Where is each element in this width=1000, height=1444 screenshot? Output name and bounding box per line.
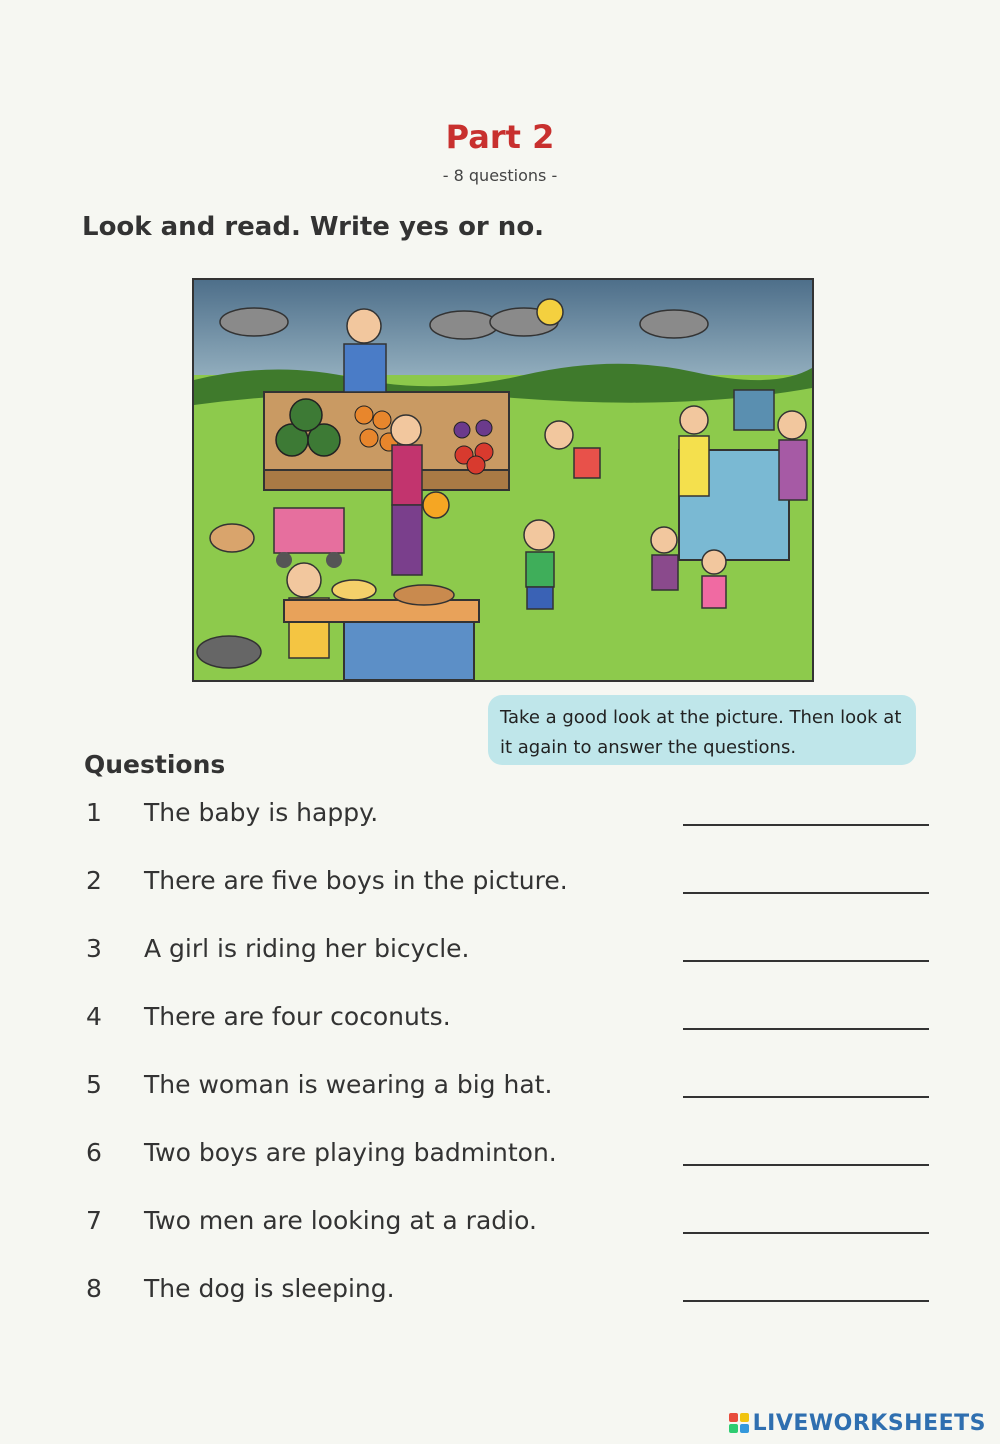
sun-icon: [537, 299, 563, 325]
question-row: [0, 1266, 1000, 1316]
market-scene-picture: [192, 278, 814, 682]
question-text: The baby is happy.: [144, 798, 379, 827]
questions-heading: Questions: [84, 750, 226, 779]
question-text: There are five boys in the picture.: [144, 866, 568, 895]
logo-text: LIVEWORKSHEETS: [752, 1410, 986, 1436]
fruit-stall: [264, 392, 509, 490]
answer-input[interactable]: [683, 1068, 929, 1098]
question-number: 3: [86, 934, 102, 963]
question-text: There are four coconuts.: [144, 1002, 451, 1031]
ball-icon: [423, 492, 449, 518]
question-text: A girl is riding her bicycle.: [144, 934, 470, 963]
question-row: [0, 1198, 1000, 1248]
boy-with-cap: [524, 520, 554, 609]
question-row: [0, 1062, 1000, 1112]
question-number: 4: [86, 1002, 102, 1031]
question-text: Two boys are playing badminton.: [144, 1138, 557, 1167]
question-number: 1: [86, 798, 102, 827]
question-row: [0, 1130, 1000, 1180]
answer-input[interactable]: [683, 932, 929, 962]
question-row: [0, 858, 1000, 908]
woman-shopper: [391, 415, 422, 575]
answer-input[interactable]: [683, 1000, 929, 1030]
question-count: - 8 questions -: [442, 166, 558, 185]
question-number: 2: [86, 866, 102, 895]
answer-input[interactable]: [683, 1272, 929, 1302]
answer-input[interactable]: [683, 864, 929, 894]
question-text: Two men are looking at a radio.: [144, 1206, 537, 1235]
instruction-text: Look and read. Write yes or no.: [82, 212, 545, 242]
liveworksheets-logo: [729, 1410, 986, 1436]
question-row: [0, 926, 1000, 976]
part-title: Part 2: [445, 118, 555, 156]
question-row: [0, 994, 1000, 1044]
tip-box: Take a good look at the picture. Then look at it again to answer the questions.: [488, 695, 916, 765]
question-text: The dog is sleeping.: [144, 1274, 395, 1303]
question-number: 6: [86, 1138, 102, 1167]
question-row: [0, 790, 1000, 840]
logo-grid-icon: [729, 1413, 749, 1433]
question-number: 7: [86, 1206, 102, 1235]
question-number: 5: [86, 1070, 102, 1099]
answer-input[interactable]: [683, 1204, 929, 1234]
question-number: 8: [86, 1274, 102, 1303]
answer-input[interactable]: [683, 796, 929, 826]
question-text: The woman is wearing a big hat.: [144, 1070, 553, 1099]
dog-icon: [210, 524, 254, 552]
answer-input[interactable]: [683, 1136, 929, 1166]
seller-man: [344, 309, 386, 392]
